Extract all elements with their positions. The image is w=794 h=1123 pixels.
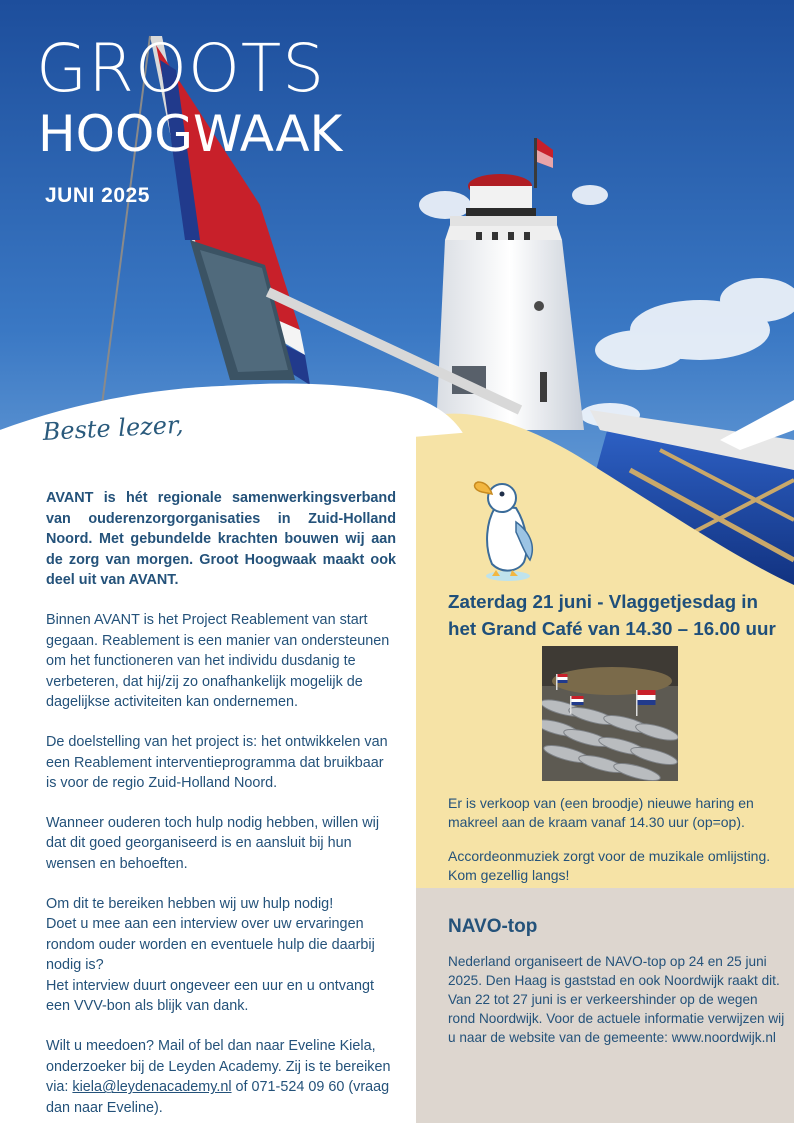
greeting: Beste lezer, bbox=[42, 410, 185, 446]
contact-email-link[interactable]: kiela@leydenacademy.nl bbox=[72, 1079, 232, 1096]
event-description bbox=[448, 794, 788, 901]
article-paragraph: Binnen AVANT is het Project Reablement van start gegaan. Reablement is een manier van ondersteunen om het functioneren van het individu dusdanig te verbeteren, dat hij/zij zo onafhankelijk mogelijk de dagelijkse activiteiten kan ondernemen. bbox=[46, 611, 390, 711]
contact-text: Wilt u meedoen? Mail of bel dan naar Eveline Kiela, onderzoeker bij de Leyden Academy. Zij is te bereiken via: bbox=[46, 1038, 391, 1096]
article-intro: AVANT is hét regionale samenwerkingsverband van ouderenzorgorganisaties in Zuid-Holland Noord. Met gebundelde krachten bouwen wij aan de zorg van morgen. Groot Hoogwaak maakt ook deel uit van AVANT. bbox=[46, 490, 396, 589]
article-column bbox=[46, 488, 396, 1123]
event-text-sale: Er is verkoop van (een broodje) nieuwe haring en makreel aan de kraam vanaf 14.30 uur (op=op). bbox=[448, 795, 754, 830]
brand-title-line1: GROOTS bbox=[36, 30, 326, 107]
seagull-icon bbox=[472, 476, 544, 584]
call-line: Doet u mee aan een interview over uw ervaringen rondom ouder worden en eventuele hulp die daarbij nodig is? bbox=[46, 916, 375, 974]
navo-title: NAVO-top bbox=[448, 916, 538, 937]
brand-title-line2: HOOGWAAK bbox=[38, 105, 343, 163]
issue-date: JUNI 2025 bbox=[45, 184, 150, 207]
contact-phone-text: of 071-524 09 60 (vraag dan naar Eveline). bbox=[46, 1079, 390, 1116]
navo-paragraph: Nederland organiseert de NAVO-top op 24 en 25 juni 2025. Den Haag is gaststad en ook Noordwijk raakt dit. Van 22 tot 27 juni is er verkeershinder op de wegen rond Noordwijk. Voor de actuele informatie verwijzen wij u naar de website van de gemeente: www.noordwijk.nl bbox=[448, 954, 785, 1045]
call-line: Om dit te bereiken hebben wij uw hulp nodig! bbox=[46, 895, 334, 912]
article-contact bbox=[46, 1036, 396, 1118]
event-text-music: Accordeonmuziek zorgt voor de muzikale omlijsting. Kom gezellig langs! bbox=[448, 848, 771, 884]
article-call-to-action bbox=[46, 894, 396, 1018]
article-paragraph: Wanneer ouderen toch hulp nodig hebben, willen wij dat dit goed georganiseerd is en aansluit bij hun wensen en behoeften. bbox=[46, 814, 380, 872]
herring-photo bbox=[542, 646, 678, 781]
navo-text bbox=[448, 953, 788, 1048]
article-paragraph: De doelstelling van het project is: het ontwikkelen van een Reablement interventieprogramma dat bruikbaar is voor de regio Zuid-Holland Noord. bbox=[46, 733, 388, 792]
event-title: Zaterdag 21 juni - Vlaggetjesdag in het Grand Café van 14.30 – 16.00 uur bbox=[448, 591, 776, 639]
call-line: Het interview duurt ongeveer een uur en u ontvangt een VVV-bon als blijk van dank. bbox=[46, 977, 374, 1015]
